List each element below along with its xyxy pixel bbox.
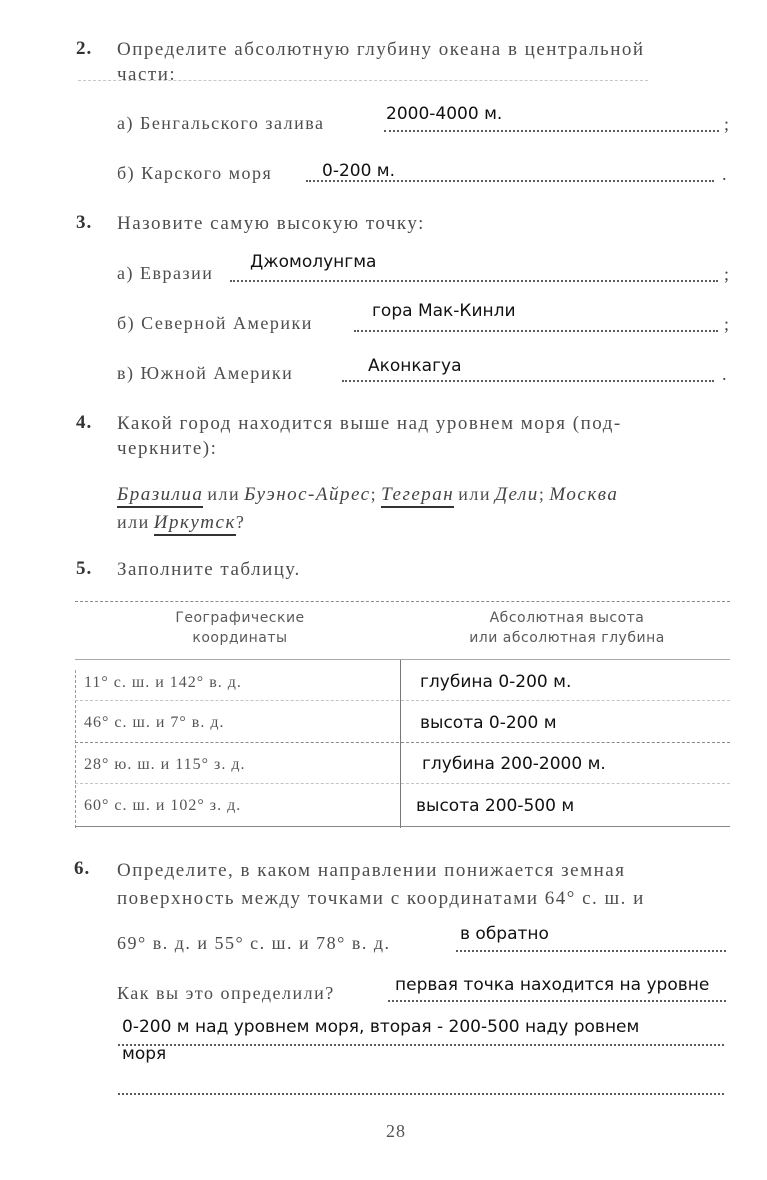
faint-guide-line	[78, 80, 648, 81]
or-word: или	[458, 484, 491, 504]
answer-line-6d	[118, 1093, 724, 1095]
answer-2b[interactable]: 0-200 м.	[322, 161, 396, 181]
table-left-border	[75, 670, 76, 828]
table-cell-answer[interactable]: глубина 0-200 м.	[420, 672, 572, 692]
separator: ;	[538, 484, 546, 504]
table-cell-answer[interactable]: высота 0-200 м	[420, 713, 557, 733]
answer-line-6a	[456, 950, 726, 952]
question-6-line-3: 69° в. д. и 55° с. ш. и 78° в. д.	[117, 933, 391, 953]
table-row-border	[75, 742, 730, 743]
table-cell-coords: 46° с. ш. и 7° в. д.	[84, 714, 225, 731]
question-2b-label: б) Карского моря	[117, 163, 273, 183]
city-moscow[interactable]: Москва	[549, 484, 619, 505]
question-6-how: Как вы это определили?	[117, 983, 335, 1003]
answer-3a[interactable]: Джомолунгма	[250, 252, 377, 272]
answer-line-3a	[230, 280, 718, 282]
question-mark: ?	[235, 512, 246, 532]
question-6-number: 6.	[74, 858, 91, 879]
answer-6a[interactable]: в обратно	[460, 924, 549, 944]
question-4-number: 4.	[76, 412, 93, 433]
answer-2a[interactable]: 2000-4000 м.	[386, 104, 503, 124]
header-altitude-line-1: Абсолютная высота	[489, 610, 645, 626]
question-2-number: 2.	[76, 38, 93, 59]
answer-3a-end: ;	[724, 264, 730, 284]
table-cell-coords: 28° ю. ш. и 115° з. д.	[84, 756, 246, 773]
question-2a-label: а) Бенгальского залива	[117, 113, 325, 133]
answer-3c-end: .	[722, 364, 727, 384]
answer-6b-line-3[interactable]: моря	[122, 1044, 167, 1064]
city-buenos-aires[interactable]: Буэнос-Айрес	[244, 484, 371, 505]
table-row-border	[75, 700, 730, 701]
question-6-line-1: Определите, в каком направлении понижается земная	[117, 860, 626, 881]
question-6-line-2: поверхность между точками с координатами 64° с. ш. и	[117, 888, 645, 909]
question-5-text: Заполните таблицу.	[117, 559, 301, 580]
table-bottom-border	[75, 826, 730, 827]
answer-line-3c	[342, 380, 714, 382]
or-word: или	[117, 512, 150, 532]
page-number: 28	[386, 1121, 406, 1141]
question-3a-label: а) Евразии	[117, 263, 214, 283]
answer-2b-end: .	[722, 164, 727, 184]
question-3-number: 3.	[76, 212, 93, 233]
question-5-number: 5.	[76, 558, 93, 579]
answer-3b-end: ;	[724, 314, 730, 334]
table-cell-coords: 60° с. ш. и 102° з. д.	[84, 797, 242, 814]
separator: ;	[370, 484, 378, 504]
city-delhi[interactable]: Дели	[494, 484, 539, 505]
answer-line-6b	[388, 1000, 726, 1002]
city-tehran[interactable]: Тегеран	[381, 484, 454, 508]
question-3c-label: в) Южной Америки	[117, 363, 294, 383]
table-cell-coords: 11° с. ш. и 142° в. д.	[84, 674, 242, 691]
table-top-border	[75, 601, 730, 602]
question-4-line-1: Какой город находится выше над уровнем моря (под-	[117, 413, 622, 434]
city-irkutsk[interactable]: Иркутск	[154, 512, 236, 536]
question-2-line-1: Определите абсолютную глубину океана в центральной	[117, 39, 645, 60]
table-column-divider	[400, 660, 401, 828]
table-header-border	[75, 659, 730, 660]
answer-2a-end: ;	[724, 114, 730, 134]
header-coordinates	[120, 608, 360, 648]
header-coordinates-line-1: Географические	[175, 610, 305, 626]
answer-3c[interactable]: Аконкагуа	[368, 356, 462, 376]
table-cell-answer[interactable]: глубина 200-2000 м.	[422, 754, 606, 774]
answer-6b-line-1[interactable]: первая точка находится на уровне	[395, 975, 710, 995]
or-word: или	[207, 484, 241, 504]
header-coordinates-line-2: координаты	[192, 630, 288, 646]
city-brasilia[interactable]: Бразилиа	[117, 484, 203, 508]
answer-line-2a	[384, 130, 719, 132]
header-altitude-line-2: или абсолютная глубина	[469, 630, 665, 646]
header-altitude	[432, 608, 702, 648]
answer-3b[interactable]: гора Мак-Кинли	[372, 301, 516, 321]
table-row-border	[75, 783, 730, 784]
city-choices	[117, 481, 618, 537]
question-3-text: Назовите самую высокую точку:	[117, 213, 425, 234]
question-6-text	[117, 857, 645, 913]
question-4-line-2: черкните):	[117, 438, 218, 459]
question-3b-label: б) Северной Америки	[117, 313, 313, 333]
question-4-text	[117, 411, 622, 461]
question-2-line-2: части:	[117, 64, 177, 85]
answer-line-3b	[354, 330, 718, 332]
answer-line-6c	[118, 1044, 724, 1046]
answer-6b-line-2[interactable]: 0-200 м над уровнем моря, вторая - 200-500 наду ровнем	[122, 1017, 640, 1037]
table-cell-answer[interactable]: высота 200-500 м	[416, 796, 575, 816]
